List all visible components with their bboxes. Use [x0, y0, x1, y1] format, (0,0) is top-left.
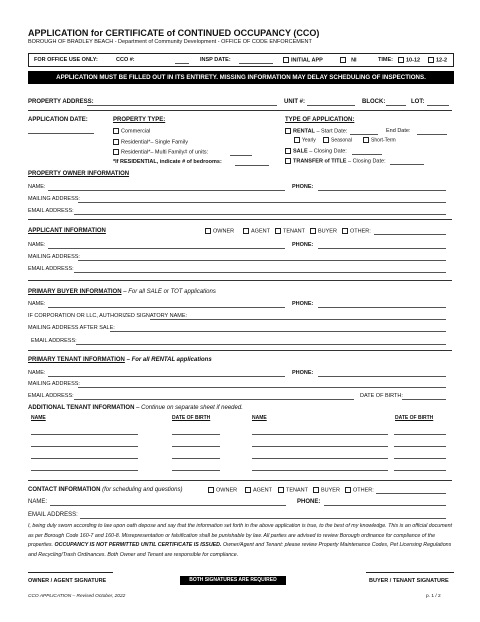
property-address-label: PROPERTY ADDRESS:: [28, 99, 94, 105]
checkbox-icon[interactable]: [345, 487, 351, 493]
end-date-label: End Date:: [386, 128, 411, 134]
unit-label: UNIT #:: [284, 99, 305, 105]
legal-bold-text: OCCUPANCY IS NOT PERMITTED UNTIL CERTIFICATE IS ISSUED.: [54, 542, 222, 548]
owner-heading: PROPERTY OWNER INFORMATION: [28, 171, 130, 177]
applicant-name-label: NAME:: [28, 242, 46, 248]
buyer-email-label: EMAIL ADDRESS:: [31, 338, 77, 344]
additional-tenant-line[interactable]: [31, 458, 138, 459]
property-type-heading: PROPERTY TYPE:: [113, 117, 166, 123]
owner-phone-label: PHONE:: [292, 184, 314, 190]
transfer-label: TRANSFER of TITLE: [293, 158, 347, 165]
applicant-owner-option[interactable]: [205, 228, 234, 235]
ni-label: NI: [351, 57, 357, 64]
tenant-signature-label: BUYER / TENANT SIGNATURE: [369, 578, 449, 584]
additional-tenant-line[interactable]: [394, 458, 446, 459]
application-date-line[interactable]: [28, 133, 94, 134]
time-label: TIME:: [378, 57, 393, 63]
additional-tenant-line[interactable]: [394, 434, 446, 435]
contact-name-label: NAME:: [28, 499, 48, 505]
initial-app-label: INITIAL APP: [291, 57, 323, 64]
tenant-note: – For all RENTAL applications: [126, 357, 212, 363]
tenant-email-label: EMAIL ADDRESS:: [28, 393, 74, 399]
applicant-owner-label: OWNER: [213, 228, 235, 235]
time-12-2-label: 12-2: [436, 57, 448, 64]
applicant-buyer-option[interactable]: [310, 228, 337, 235]
buyer-phone-line[interactable]: [318, 307, 446, 308]
checkbox-icon[interactable]: [278, 487, 284, 493]
seasonal-option[interactable]: [323, 137, 352, 143]
additional-tenant-line[interactable]: [394, 446, 446, 447]
checkbox-icon[interactable]: [428, 57, 434, 63]
applicant-other-line[interactable]: [374, 234, 446, 235]
applicant-name-line[interactable]: [48, 248, 285, 249]
checkbox-icon[interactable]: [113, 149, 119, 155]
tenant-dob-label: DATE OF BIRTH:: [360, 393, 403, 399]
signatures-required-banner: BOTH SIGNATURES ARE REQUIRED: [180, 576, 286, 585]
additional-tenant-line[interactable]: [31, 434, 138, 435]
applicant-heading: APPLICANT INFORMATION: [28, 228, 106, 234]
checkbox-icon[interactable]: [113, 139, 119, 145]
contact-buyer-label: BUYER: [321, 487, 340, 494]
checkbox-icon[interactable]: [340, 57, 346, 63]
checkbox-icon[interactable]: [310, 228, 316, 234]
buyer-name-line[interactable]: [48, 307, 285, 308]
owner-phone-line[interactable]: [318, 190, 446, 191]
legal-text-1: I, being duly sworn according to law upon oath depose and say that the information set forth in the above application is true, to the best of my knowledge. This is an official document as per Borough Code 160-7 and 160-8. Misrepresentation or falsification shall be punishable by law. All parties are advised to review Borough ordinance for compliance of the properties.: [28, 523, 452, 548]
time-12-2-option[interactable]: [428, 57, 447, 64]
checkbox-icon[interactable]: [285, 128, 291, 134]
short-term-label: Short-Term: [371, 137, 396, 144]
contact-other-label: OTHER:: [353, 487, 374, 494]
sale-closing-label: – Closing Date:: [309, 148, 347, 155]
applicant-mailing-line[interactable]: [78, 260, 446, 261]
applicant-email-line[interactable]: [74, 272, 446, 273]
owner-signature-label: OWNER / AGENT SIGNATURE: [28, 578, 107, 584]
checkbox-icon[interactable]: [313, 487, 319, 493]
commercial-option[interactable]: [113, 128, 150, 135]
contact-buyer-option[interactable]: [313, 487, 340, 494]
checkbox-icon[interactable]: [205, 228, 211, 234]
checkbox-icon[interactable]: [294, 137, 300, 143]
start-date-line[interactable]: [350, 134, 378, 135]
contact-heading: CONTACT INFORMATION: [28, 487, 101, 493]
additional-name-col-right: NAME: [252, 415, 267, 421]
tenant-email-line[interactable]: [74, 399, 354, 400]
contact-name-line[interactable]: [50, 505, 286, 506]
transfer-option[interactable]: [285, 158, 386, 165]
divider: [28, 110, 452, 111]
contact-agent-label: AGENT: [253, 487, 272, 494]
applicant-agent-option[interactable]: [243, 228, 270, 235]
yearly-label: Yearly: [302, 137, 316, 144]
contact-email-line[interactable]: [80, 518, 446, 519]
checkbox-icon[interactable]: [285, 158, 291, 164]
contact-phone-label: PHONE:: [297, 499, 321, 505]
additional-tenant-line[interactable]: [31, 446, 138, 447]
tenant-mailing-label: MAILING ADDRESS:: [28, 381, 80, 387]
block-label: BLOCK:: [362, 99, 386, 105]
footer-revision: CCO APPLICATION – Revised October, 2022: [28, 594, 126, 599]
tenant-name-label: NAME:: [28, 370, 46, 376]
sale-closing-line[interactable]: [352, 154, 382, 155]
contact-owner-option[interactable]: [208, 487, 237, 494]
block-line[interactable]: [386, 105, 406, 106]
tenant-heading: PRIMARY TENANT INFORMATION: [28, 357, 125, 363]
additional-dob-col-right: DATE OF BIRTH: [395, 415, 434, 421]
buyer-note: – For all SALE or TOT applications: [123, 289, 216, 295]
owner-email-label: EMAIL ADDRESS:: [28, 208, 74, 214]
sale-option[interactable]: [285, 148, 347, 155]
lot-label: LOT:: [411, 99, 425, 105]
insp-date-label: INSP DATE:: [200, 57, 231, 63]
office-use-label: FOR OFFICE USE ONLY:: [34, 57, 98, 63]
owner-mailing-line[interactable]: [78, 202, 446, 203]
additional-tenant-line[interactable]: [252, 458, 388, 459]
checkbox-icon[interactable]: [285, 148, 291, 154]
buyer-corp-line[interactable]: [150, 319, 446, 320]
applicant-other-option[interactable]: [342, 228, 371, 235]
contact-heading-row: [28, 487, 183, 494]
tenant-name-line[interactable]: [48, 376, 285, 377]
additional-heading-row: [28, 405, 243, 412]
multi-family-option[interactable]: [113, 149, 208, 156]
applicant-other-label: OTHER:: [350, 228, 371, 235]
checkbox-icon[interactable]: [342, 228, 348, 234]
legal-statement: [28, 522, 454, 560]
time-10-12-option[interactable]: [398, 57, 420, 64]
additional-tenant-line[interactable]: [252, 446, 388, 447]
buyer-heading: PRIMARY BUYER INFORMATION: [28, 289, 122, 295]
applicant-phone-line[interactable]: [318, 248, 446, 249]
application-date-label: APPLICATION DATE:: [28, 117, 88, 123]
divider: [28, 350, 452, 351]
tenant-mailing-line[interactable]: [78, 387, 446, 388]
page-subtitle: BOROUGH OF BRADLEY BEACH - Department of Community Development - OFFICE OF CODE ENFORCEMENT: [28, 39, 312, 45]
applicant-email-label: EMAIL ADDRESS:: [28, 266, 74, 272]
applicant-buyer-label: BUYER: [318, 228, 337, 235]
divider: [28, 480, 452, 481]
owner-name-line[interactable]: [48, 190, 285, 191]
legal-text-2: Owner/Agent and Tenant: please review Property Maintenance Codes, Pet Licensing Regulations and Recycling/Trash Ordinances. Both Owner and Tenant are responsible for compliance.: [28, 542, 452, 558]
checkbox-icon[interactable]: [323, 137, 329, 143]
owner-name-label: NAME:: [28, 184, 46, 190]
buyer-mailing-line[interactable]: [110, 331, 446, 332]
unit-line[interactable]: [307, 105, 355, 106]
divider: [28, 280, 452, 281]
owner-mailing-label: MAILING ADDRESS:: [28, 196, 80, 202]
yearly-option[interactable]: [294, 137, 316, 143]
applicant-mailing-label: MAILING ADDRESS:: [28, 254, 80, 260]
buyer-corp-label: IF CORPORATION OR LLC, AUTHORIZED SIGNATORY NAME:: [28, 313, 188, 319]
time-10-12-label: 10-12: [406, 57, 421, 64]
contact-tenant-label: TENANT: [286, 487, 308, 494]
buyer-name-label: NAME:: [28, 301, 46, 307]
tenant-signature-line[interactable]: [366, 572, 454, 573]
checkbox-icon[interactable]: [243, 228, 249, 234]
units-line[interactable]: [230, 155, 252, 156]
commercial-label: Commercial: [121, 128, 151, 135]
additional-note: – Continue on separate sheet if needed.: [136, 405, 243, 411]
applicant-tenant-label: TENANT: [283, 228, 305, 235]
property-address-line[interactable]: [87, 105, 277, 106]
applicant-phone-label: PHONE:: [292, 242, 314, 248]
divider: [28, 219, 452, 220]
additional-heading: ADDITIONAL TENANT INFORMATION: [28, 405, 135, 411]
contact-agent-option[interactable]: [245, 487, 272, 494]
notice-banner: APPLICATION MUST BE FILLED OUT IN ITS ENTIRETY. MISSING INFORMATION MAY DELAY SCHEDULING OF INSPECTIONS.: [28, 71, 454, 84]
tenant-heading-row: [28, 357, 212, 364]
additional-tenant-line[interactable]: [394, 470, 446, 471]
lot-line[interactable]: [427, 105, 449, 106]
seasonal-label: Seasonal: [331, 137, 352, 144]
additional-name-col-left: NAME: [31, 415, 46, 421]
contact-other-line[interactable]: [376, 493, 446, 494]
additional-tenant-line[interactable]: [252, 470, 388, 471]
rental-option[interactable]: [285, 128, 347, 135]
contact-email-label: EMAIL ADDRESS:: [28, 512, 78, 518]
application-type-heading: TYPE OF APPLICATION:: [285, 117, 355, 123]
page-title: APPLICATION for CERTIFICATE of CONTINUED OCCUPANCY (CCO): [28, 28, 320, 38]
checkbox-icon[interactable]: [113, 128, 119, 134]
contact-tenant-option[interactable]: [278, 487, 308, 494]
contact-note: (for scheduling and questions): [102, 487, 183, 493]
buyer-heading-row: [28, 289, 216, 296]
multi-family-label: Residential*– Multi Family# of units:: [121, 149, 209, 156]
cco-number-label: CCO #:: [116, 57, 135, 63]
checkbox-icon[interactable]: [283, 57, 289, 63]
owner-email-line[interactable]: [74, 214, 446, 215]
end-date-line[interactable]: [417, 134, 447, 135]
checkbox-icon[interactable]: [245, 487, 251, 493]
bedrooms-label: *If RESIDENTIAL, indicate # of bedrooms:: [113, 159, 222, 165]
contact-other-option[interactable]: [345, 487, 374, 494]
checkbox-icon[interactable]: [398, 57, 404, 63]
rental-label: RENTAL: [293, 128, 315, 135]
additional-tenant-line[interactable]: [252, 434, 388, 435]
single-family-option[interactable]: [113, 139, 188, 146]
tenant-dob-line[interactable]: [402, 399, 446, 400]
bedrooms-line[interactable]: [235, 165, 269, 166]
single-family-label: Residential*– Single Family: [121, 139, 188, 146]
cco-number-line[interactable]: [175, 63, 189, 64]
buyer-phone-label: PHONE:: [292, 301, 314, 307]
owner-signature-line[interactable]: [28, 572, 113, 573]
checkbox-icon[interactable]: [363, 137, 369, 143]
checkbox-icon[interactable]: [208, 487, 214, 493]
additional-dob-col-left: DATE OF BIRTH: [172, 415, 211, 421]
tenant-phone-label: PHONE:: [292, 370, 314, 376]
additional-tenant-line[interactable]: [172, 446, 220, 447]
additional-tenant-line[interactable]: [31, 470, 138, 471]
checkbox-icon[interactable]: [275, 228, 281, 234]
start-date-label: – Start Date:: [316, 128, 348, 135]
contact-phone-line[interactable]: [324, 505, 446, 506]
ni-option[interactable]: [340, 57, 357, 64]
sale-label: SALE: [293, 148, 308, 155]
short-term-option[interactable]: [363, 137, 396, 143]
initial-app-option[interactable]: [283, 57, 323, 64]
tenant-phone-line[interactable]: [318, 376, 446, 377]
applicant-tenant-option[interactable]: [275, 228, 305, 235]
buyer-email-line[interactable]: [76, 344, 446, 345]
applicant-agent-label: AGENT: [251, 228, 270, 235]
footer-page-number: p. 1 / 2: [426, 594, 441, 599]
additional-tenant-line[interactable]: [172, 458, 220, 459]
additional-tenant-line[interactable]: [172, 470, 220, 471]
transfer-closing-line[interactable]: [390, 164, 424, 165]
contact-owner-label: OWNER: [216, 487, 238, 494]
insp-date-line[interactable]: [239, 63, 273, 64]
buyer-mailing-label: MAILING ADDRESS AFTER SALE:: [28, 325, 115, 331]
additional-tenant-line[interactable]: [172, 434, 220, 435]
transfer-closing-label: – Closing Date:: [348, 158, 386, 165]
